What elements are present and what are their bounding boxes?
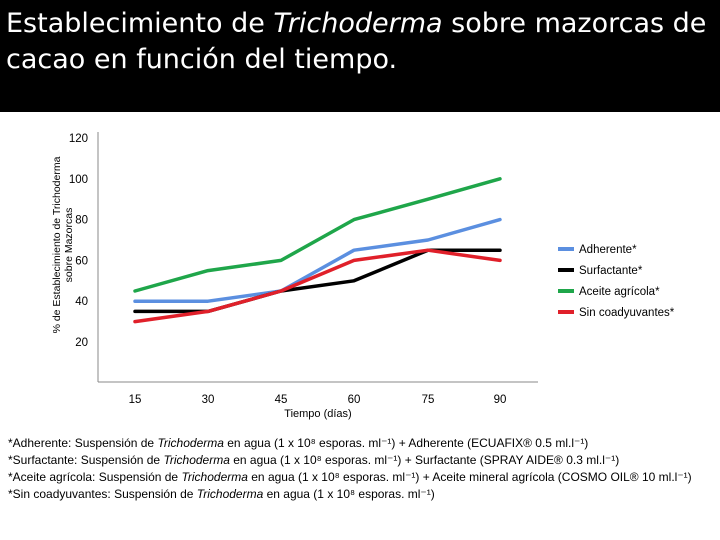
x-tick-label: 45 [274,394,288,406]
legend-label: Surfactante* [579,265,643,277]
legend-label: Adherente* [579,244,637,256]
x-tick-label: 60 [347,394,361,406]
footnote-aceite: *Aceite agrícola: Suspensión de Trichoderma en agua (1 x 10⁸ esporas. ml⁻¹) + Aceite mineral agrícola (COSMO OIL® 10 ml.l⁻¹) [8,470,692,484]
title-italic: Trichoderma [273,8,443,39]
series-line-adherente [135,220,500,302]
y-tick-label: 80 [75,214,88,227]
x-tick-label: 15 [128,394,142,406]
slide-title [6,6,718,78]
title-part1: Establecimiento de [6,8,274,39]
chart-panel [0,112,720,540]
y-tick-label: 120 [68,133,88,145]
footnotes [8,435,714,503]
y-tick-label: 20 [75,337,88,349]
y-tick-label: 40 [75,296,88,309]
y-tick-label: 60 [75,255,88,268]
title-part2: sobre mazorcas de cacao en función del tiempo. [6,8,707,75]
line-chart [0,112,720,432]
legend-label: Aceite agrícola* [579,286,660,298]
legend-label: Sin coadyuvantes* [579,307,675,319]
x-tick-label: 75 [421,394,435,406]
footnote-adherente: *Adherente: Suspensión de Trichoderma en agua (1 x 10⁸ esporas. ml⁻¹) + Adherente (ECUAFIX® 0.5 ml.l⁻¹) [8,436,589,450]
footnote-surfactante: *Surfactante: Suspensión de Trichoderma en agua (1 x 10⁸ esporas. ml⁻¹) + Surfactante (SPRAY AIDE® 0.3 ml.l⁻¹) [8,453,620,467]
footnote-sin-coadyuvantes: *Sin coadyuvantes: Suspensión de Trichoderma en agua (1 x 10⁸ esporas. ml⁻¹) [8,487,435,501]
y-tick-label: 100 [68,173,88,186]
x-tick-label: 90 [493,394,507,406]
y-axis-label: % de Establecimiento de Trichodermasobre Mazorcas [51,156,75,334]
x-tick-label: 30 [201,394,215,406]
title-bar [0,0,720,112]
x-axis-label: Tiempo (días) [284,408,352,420]
